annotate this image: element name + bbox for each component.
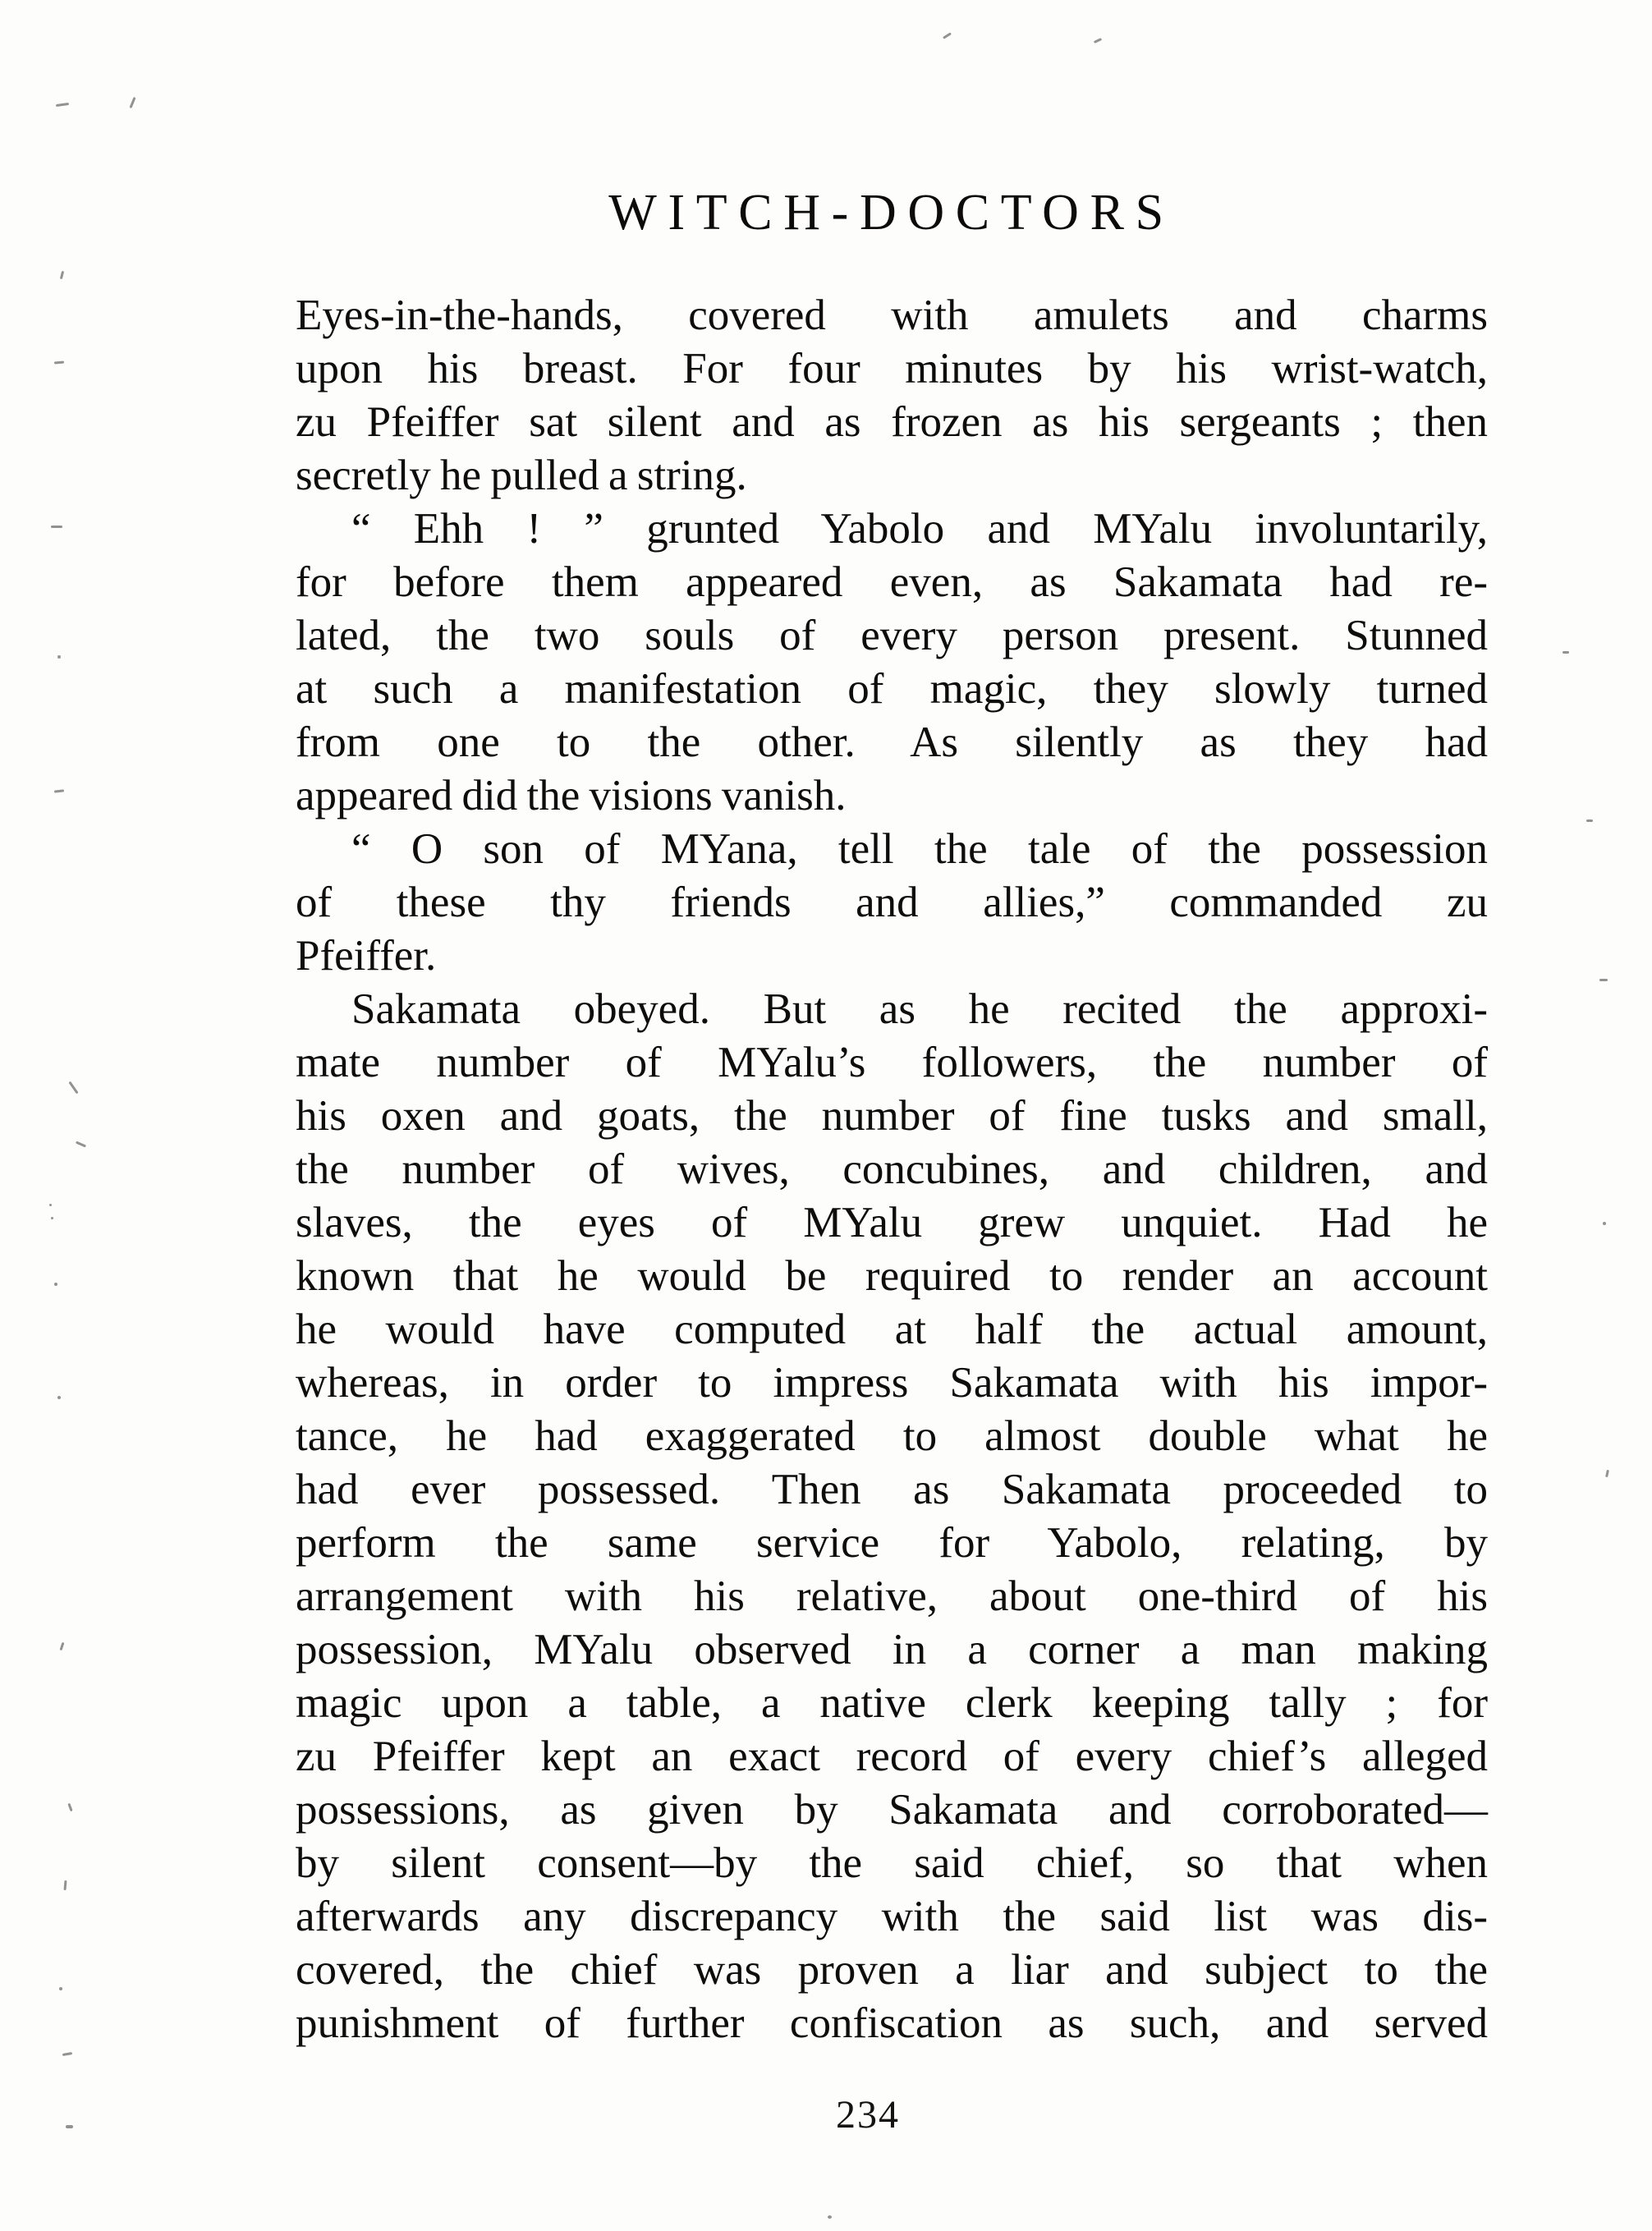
scan-artifact — [60, 271, 64, 279]
text-line: mate number of MYalu’s followers, the number of — [296, 1039, 1488, 1086]
scan-artifact — [54, 789, 64, 792]
text-line: Eyes-in-the-hands, covered with amulets and charms — [296, 291, 1488, 339]
scan-artifact — [57, 1396, 61, 1399]
text-line: he would have computed at half the actual amount, — [296, 1306, 1488, 1353]
text-line: Pfeiffer. — [296, 932, 437, 980]
scan-artifact — [62, 2052, 72, 2056]
text-line: lated, the two souls of every person present. Stunned — [296, 612, 1488, 659]
text-line: his oxen and goats, the number of fine tusks and small, — [296, 1092, 1488, 1140]
text-line: from one to the other. As silently as they had — [296, 718, 1488, 766]
scan-artifact — [54, 1283, 57, 1286]
text-line: the number of wives, concubines, and children, and — [296, 1145, 1488, 1193]
text-line: afterwards any discrepancy with the said list was dis- — [296, 1893, 1488, 1940]
text-line: secretly he pulled a string. — [296, 452, 747, 499]
scan-artifact — [57, 655, 61, 659]
text-line: appeared did the visions vanish. — [296, 772, 847, 819]
scan-artifact — [1599, 979, 1608, 981]
page-header-title: WITCH-DOCTORS — [608, 185, 1175, 241]
scan-artifact — [129, 97, 135, 108]
scan-artifact — [51, 1217, 53, 1219]
scan-artifact — [63, 1880, 67, 1890]
text-line: tance, he had exaggerated to almost double what he — [296, 1412, 1488, 1460]
scan-artifact — [59, 1987, 62, 1990]
text-line: had ever possessed. Then as Sakamata proceeded to — [296, 1466, 1488, 1513]
scan-artifact — [66, 2125, 73, 2128]
scan-artifact — [1094, 38, 1102, 44]
text-line: slaves, the eyes of MYalu grew unquiet. Had he — [296, 1199, 1488, 1246]
text-line: at such a manifestation of magic, they slowly turned — [296, 665, 1488, 713]
text-line: “ O son of MYana, tell the tale of the possession — [351, 825, 1488, 873]
text-line: Sakamata obeyed. But as he recited the approxi- — [351, 985, 1488, 1033]
body-text — [296, 289, 1488, 2050]
text-line: zu Pfeiffer kept an exact record of every chief’s alleged — [296, 1733, 1488, 1780]
text-line: upon his breast. For four minutes by his wrist-watch, — [296, 345, 1488, 392]
scan-artifact — [828, 2215, 832, 2219]
text-line: possession, MYalu observed in a corner a man making — [296, 1626, 1488, 1673]
scan-artifact — [943, 32, 952, 39]
scan-artifact — [51, 526, 62, 528]
text-line: of these thy friends and allies,” commanded zu — [296, 879, 1488, 926]
page-number: 234 — [836, 2093, 900, 2137]
text-line: covered, the chief was proven a liar and subject to the — [296, 1946, 1488, 1994]
text-line: perform the same service for Yabolo, relating, by — [296, 1519, 1488, 1567]
scan-artifact — [67, 1803, 72, 1811]
scan-artifact — [49, 1204, 52, 1206]
scan-artifact — [54, 360, 64, 364]
scan-artifact — [1586, 819, 1593, 822]
text-line: whereas, in order to impress Sakamata with his impor- — [296, 1359, 1488, 1407]
scan-artifact — [1605, 1470, 1609, 1477]
scan-artifact — [60, 1642, 65, 1650]
text-line: by silent consent—by the said chief, so that when — [296, 1839, 1488, 1887]
scan-artifact — [76, 1141, 86, 1147]
text-line: possessions, as given by Sakamata and corroborated— — [296, 1786, 1488, 1834]
text-line: magic upon a table, a native clerk keeping tally ; for — [296, 1679, 1488, 1727]
text-line: arrangement with his relative, about one-third of his — [296, 1572, 1488, 1620]
scan-artifact — [1603, 1222, 1606, 1225]
text-line: “ Ehh ! ” grunted Yabolo and MYalu involuntarily, — [351, 505, 1488, 553]
scan-artifact — [56, 103, 69, 107]
text-line: punishment of further confiscation as such, and served — [296, 1999, 1488, 2047]
text-line: zu Pfeiffer sat silent and as frozen as his sergeants ; then — [296, 398, 1488, 446]
scan-artifact — [68, 1081, 78, 1095]
text-line: known that he would be required to render an account — [296, 1252, 1488, 1300]
scan-artifact — [1563, 651, 1569, 654]
text-line: for before them appeared even, as Sakamata had re- — [296, 558, 1488, 606]
